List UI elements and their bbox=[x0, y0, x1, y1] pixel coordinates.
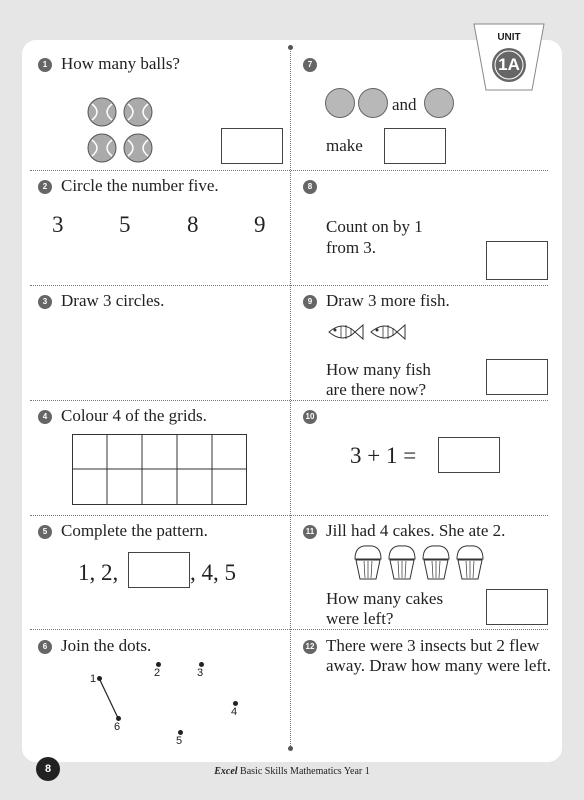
question-number: 3 bbox=[38, 295, 52, 309]
answer-box[interactable] bbox=[486, 241, 548, 280]
question-line2: were left? bbox=[326, 609, 394, 628]
grey-circle bbox=[424, 88, 454, 118]
number-choice[interactable]: 3 bbox=[52, 212, 64, 237]
equation-text: 3 + 1 = bbox=[350, 443, 417, 468]
question-number: 2 bbox=[38, 180, 52, 194]
question-number: 6 bbox=[38, 640, 52, 654]
question-text: Colour 4 of the grids. bbox=[61, 406, 207, 425]
question-line1: How many fish bbox=[326, 360, 431, 379]
answer-box[interactable] bbox=[486, 359, 548, 395]
question-text: Draw 3 more fish. bbox=[326, 291, 450, 310]
footer-brand: Excel bbox=[214, 766, 238, 777]
number-choice[interactable]: 9 bbox=[254, 212, 266, 237]
fish-image bbox=[325, 320, 410, 344]
question-line2: are there now? bbox=[326, 380, 427, 399]
answer-box[interactable] bbox=[486, 589, 548, 625]
question-number: 11 bbox=[303, 525, 317, 539]
question-number: 12 bbox=[303, 640, 317, 654]
cupcakes-image bbox=[352, 543, 488, 581]
dot-label: 6 bbox=[114, 721, 121, 733]
row-divider bbox=[30, 285, 548, 286]
question-text: Complete the pattern. bbox=[61, 521, 208, 540]
unit-code: 1A bbox=[498, 55, 520, 74]
dot-label: 2 bbox=[154, 667, 161, 679]
page-number: 8 bbox=[36, 757, 60, 781]
question-number: 5 bbox=[38, 525, 52, 539]
question-line2: away. Draw how many were left. bbox=[326, 656, 552, 675]
unit-label: UNIT bbox=[497, 32, 521, 43]
make-text: make bbox=[326, 136, 363, 155]
row-divider bbox=[30, 629, 548, 630]
answer-box[interactable] bbox=[438, 437, 500, 473]
row-divider bbox=[30, 515, 548, 516]
dot[interactable] bbox=[97, 676, 102, 681]
ten-frame-grid[interactable] bbox=[72, 434, 248, 506]
answer-box[interactable] bbox=[128, 552, 190, 588]
question-line1: There were 3 insects but 2 flew bbox=[326, 636, 540, 655]
answer-box[interactable] bbox=[221, 128, 283, 164]
row-divider bbox=[30, 170, 548, 171]
question-line2: from 3. bbox=[326, 238, 377, 257]
question-text: Circle the number five. bbox=[61, 176, 219, 195]
question-text: Draw 3 circles. bbox=[61, 291, 165, 310]
question-line1: How many cakes bbox=[326, 589, 444, 608]
pattern-right: , 4, 5 bbox=[190, 560, 236, 585]
dot-label: 3 bbox=[197, 667, 204, 679]
question-number: 10 bbox=[303, 410, 317, 424]
question-text: Jill had 4 cakes. She ate 2. bbox=[326, 521, 506, 540]
number-choice[interactable]: 8 bbox=[187, 212, 199, 237]
dot-label: 5 bbox=[176, 735, 183, 747]
row-divider bbox=[30, 400, 548, 401]
and-text: and bbox=[392, 95, 417, 114]
grey-circle bbox=[325, 88, 355, 118]
question-number: 8 bbox=[303, 180, 317, 194]
grey-circle bbox=[358, 88, 388, 118]
pattern-left: 1, 2, bbox=[78, 560, 119, 585]
question-text: Join the dots. bbox=[61, 636, 152, 655]
question-number: 7 bbox=[303, 58, 317, 72]
joined-line bbox=[95, 676, 125, 721]
footer-book-title: Basic Skills Mathematics Year 1 bbox=[240, 766, 370, 777]
answer-box[interactable] bbox=[384, 128, 446, 164]
question-number: 9 bbox=[303, 295, 317, 309]
tennis-balls-image bbox=[86, 96, 156, 166]
footer-title bbox=[0, 766, 584, 777]
column-divider bbox=[290, 48, 291, 748]
question-line1: Count on by 1 bbox=[326, 217, 423, 236]
number-choice[interactable]: 5 bbox=[119, 212, 131, 237]
dot-label: 1 bbox=[90, 673, 97, 685]
question-number: 1 bbox=[38, 58, 52, 72]
question-number: 4 bbox=[38, 410, 52, 424]
question-text: How many balls? bbox=[61, 54, 180, 73]
dot-label: 4 bbox=[231, 706, 238, 718]
